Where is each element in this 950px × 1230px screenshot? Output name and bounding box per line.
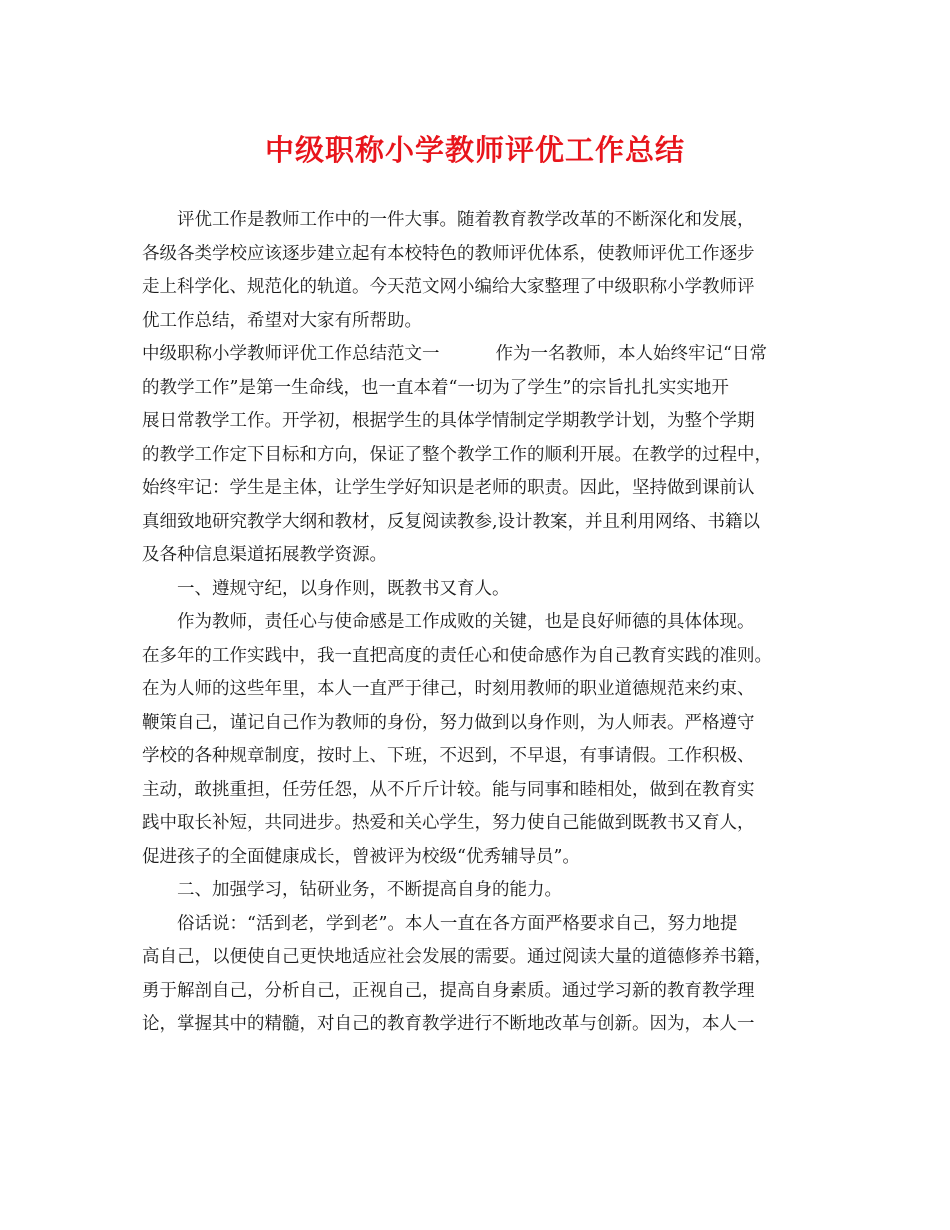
paragraph-line: 勇于解剖自己，分析自己，正视自己，提高自身素质。通过学习新的教育教学理 (142, 980, 755, 1001)
paragraph-line: 始终牢记：学生是主体，让学生学好知识是老师的职责。因此，坚持做到课前认 (142, 478, 755, 498)
document-body (142, 204, 806, 1042)
paragraph-line: 促进孩子的全面健康成长，曾被评为校级“优秀辅导员”。 (142, 846, 580, 867)
paragraph-line: 及各种信息渠道拓展教学资源。 (142, 545, 387, 565)
paragraph-line: 俗话说：“活到老，学到老”。本人一直在各方面严格要求自己，努力地提 (177, 913, 738, 934)
paragraph-line: 真细致地研究教学大纲和教材，反复阅读教参,设计教案，并且利用网络、书籍以 (142, 511, 761, 532)
paragraph-line: 的教学工作定下目标和方向，保证了整个教学工作的顺利开展。在教学的过程中， (142, 444, 772, 465)
subheading-line: 一、遵规守纪，以身作则，既教书又育人。 (177, 578, 510, 599)
paragraph-line: 走上科学化、规范化的轨道。今天范文网小编给大家整理了中级职称小学教师评 (142, 277, 755, 297)
paragraph-line: 优工作总结，希望对大家有所帮助。 (142, 310, 422, 331)
subheading-line: 二、加强学习，钻研业务，不断提高自身的能力。 (177, 880, 562, 900)
paragraph-line: 的教学工作”是第一生命线，也一直本着“一切为了学生”的宗旨扎扎实实地开 (142, 377, 729, 398)
paragraph-line: 主动，敢挑重担，任劳任怨，从不斤斤计较。能与同事和睦相处，做到在教育实 (142, 779, 755, 800)
section-heading-line (142, 338, 806, 372)
paragraph-line: 在多年的工作实践中，我一直把高度的责任心和使命感作为自己教育实践的准则。 (142, 645, 772, 666)
paragraph-line: 作为教师，责任心与使命感是工作成败的关键，也是良好师德的具体体现。 (177, 612, 755, 632)
paragraph-line: 践中取长补短，共同进步。热爱和关心学生，努力使自己能做到既教书又育人， (142, 813, 755, 833)
paragraph-line: 评优工作是教师工作中的一件大事。随着教育教学改革的不断深化和发展， (177, 210, 755, 230)
paragraph-line: 在为人师的这些年里，本人一直严于律己，时刻用教师的职业道德规范来约束、 (142, 679, 755, 699)
paragraph-line: 鞭策自己，谨记自己作为教师的身份，努力做到以身作则，为人师表。严格遵守 (142, 712, 755, 733)
paragraph-line: 高自己，以便使自己更快地适应社会发展的需要。通过阅读大量的道德修养书籍， (142, 947, 772, 967)
paragraph-line: 展日常教学工作。开学初，根据学生的具体学情制定学期教学计划，为整个学期 (142, 411, 755, 431)
paragraph-line: 作为一名教师，本人始终牢记“日常 (495, 344, 767, 364)
section-heading: 中级职称小学教师评优工作总结范文一 (142, 344, 440, 364)
paragraph-line: 各级各类学校应该逐步建立起有本校特色的教师评优体系，使教师评优工作逐步 (142, 243, 755, 264)
paragraph-line: 学校的各种规章制度，按时上、下班，不迟到，不早退，有事请假。工作积极、 (142, 746, 755, 766)
paragraph-line: 论，掌握其中的精髓，对自己的教育教学进行不断地改革与创新。因为，本人一 (142, 1014, 755, 1034)
document-title: 中级职称小学教师评优工作总结 (264, 133, 685, 167)
